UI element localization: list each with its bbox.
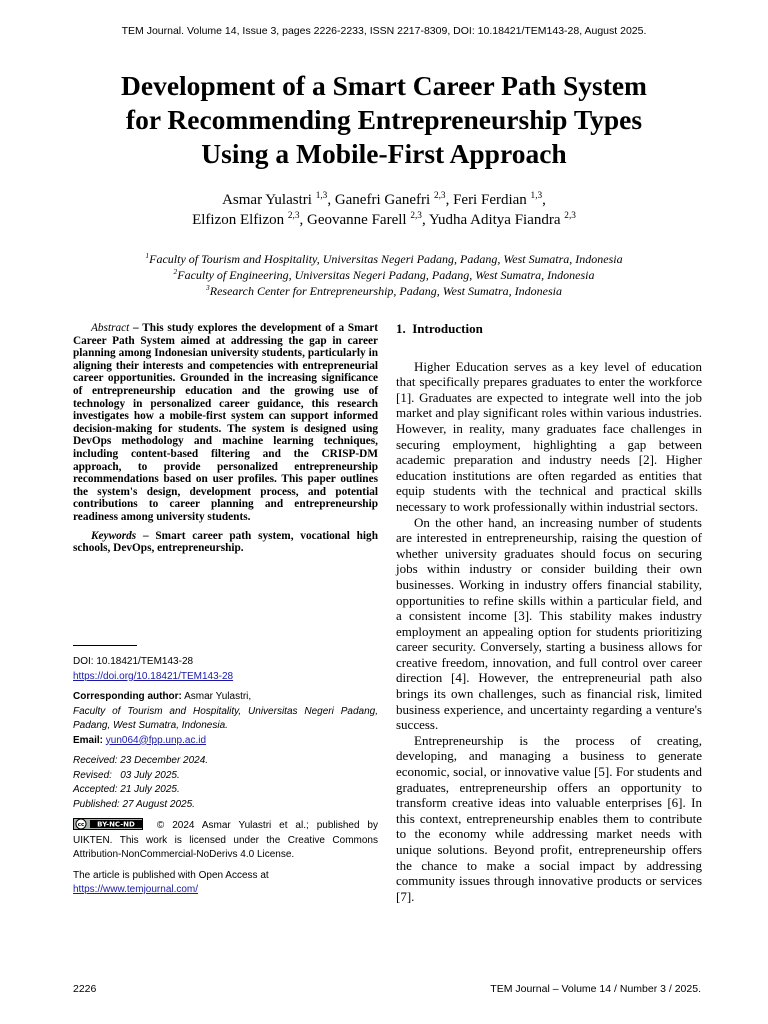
author-separator: , [421, 212, 429, 228]
abstract-label: Abstract [91, 322, 130, 334]
title-line: Development of a Smart Career Path System [121, 70, 647, 101]
affiliation-text: Research Center for Entrepreneurship, Padang, West Sumatra, Indonesia [209, 284, 562, 298]
footer-journal-info: TEM Journal – Volume 14 / Number 3 / 2025. [490, 983, 701, 995]
author-affil-ref: 2,3 [287, 211, 300, 221]
svg-text:cc: cc [77, 822, 85, 829]
open-access-text: The article is published with Open Access at [73, 869, 269, 881]
affiliation [40, 283, 728, 299]
title-line: for Recommending Entrepreneurship Types [125, 104, 643, 135]
running-head: TEM Journal. Volume 14, Issue 3, pages 2226-2233, ISSN 2217-8309, DOI: 10.18421/TEM143-28, August 2025. [121, 25, 647, 37]
corresponding-label: Corresponding author: [73, 691, 182, 702]
journal-link[interactable]: https://www.temjournal.com/ [73, 884, 199, 895]
author-affil-ref: 1,3 [530, 191, 543, 201]
license-text: © 2024 Asmar Yulastri et al.; published by UIKTEN. This work is licensed under the Creative Commons Attribution-NonCommercial-NoDerivs 4.0 License. [73, 820, 378, 860]
affiliation-number: 2 [173, 267, 178, 276]
footnote-divider [73, 645, 137, 646]
page-number: 2226 [73, 983, 97, 995]
author-separator: , [299, 212, 308, 228]
affiliation-list [40, 251, 728, 299]
author-separator: , [327, 192, 335, 208]
published-date: Published: 27 August 2025. [73, 798, 195, 810]
affiliation-number: 1 [145, 251, 150, 260]
affiliation-text: Faculty of Tourism and Hospitality, Universitas Negeri Padang, Padang, West Sumatra, Indonesia [149, 252, 623, 266]
right-column [396, 321, 702, 904]
title-line: Using a Mobile-First Approach [201, 138, 567, 169]
affiliation [40, 251, 728, 267]
author-affil-ref: 1,3 [315, 191, 328, 201]
keywords-label: Keywords [91, 529, 137, 542]
author-name: Elfizon Elfizon [192, 212, 285, 228]
email-line [73, 734, 378, 749]
section-title: Introduction [412, 321, 483, 336]
email-link[interactable]: yun064@fpp.unp.ac.id [105, 734, 207, 746]
revised-date: Revised: 03 July 2025. [73, 769, 180, 781]
affiliation-number: 3 [206, 283, 210, 292]
received-date: Received: 23 December 2024. [73, 755, 209, 766]
body-paragraph: On the other hand, an increasing number of students are interested in entrepreneurship, raising the question of whether university graduates should focus on securing jobs within industry or consider building their own businesses. Working in industry offers financial stability, opportunities to refine skills within a particular field, and a consistent income [3]. This stability makes industry employment an appealing option for students prioritizing career security. Conversely, starting a business allows for creative freedom, innovation, and full control over career direction [4]. However, the entrepreneurial path also brings its own challenges, such as financial risk, limited business experience, and uncertainty regarding a venture's success. [396, 514, 702, 733]
keywords [73, 530, 378, 555]
author-list [40, 190, 728, 230]
body-paragraph: Higher Education serves as a key level of education that specifically prepares graduates to enter the workforce [1]. Graduates are expected to integrate well into the job market and play significant roles within various industries. However, in reality, many graduates face challenges in securing employment, highlighting a gap between academic preparation and industry needs [2]. Higher education institutions are often regarded as entities that equip students with the technical and practical skills necessary to work professionally within industrial sectors. [396, 358, 702, 514]
author-line [40, 190, 728, 210]
section-number: 1. [396, 321, 406, 336]
accepted-date: Accepted: 21 July 2025. [73, 784, 180, 795]
paper-title [40, 69, 728, 171]
author-separator: , [542, 192, 546, 208]
author-affil-ref: 2,3 [433, 191, 446, 201]
corresponding-author [73, 690, 378, 705]
doi-link[interactable]: https://doi.org/10.18421/TEM143-28 [73, 670, 234, 682]
affiliation-text: Faculty of Engineering, Universitas Negeri Padang, Padang, West Sumatra, Indonesia [177, 268, 595, 282]
body-paragraph: Entrepreneurship is the process of creating, developing, and managing a business to generate economic, social, or innovative value [5]. For students and graduates, entrepreneurship offers an opportunity to transform creative ideas into valuable enterprises [6]. In this context, entrepreneurship enables them to contribute to the economy while addressing market needs with unique solutions. Beyond profit, entrepreneurship offers the chance to make a social impact by addressing community issues through innovative products or services [7]. [396, 732, 702, 904]
author-name: Feri Ferdian [453, 192, 527, 208]
corresponding-name: Asmar Yulastri, [181, 691, 252, 702]
author-line [40, 210, 728, 230]
email-label: Email: [73, 734, 104, 746]
section-heading [396, 321, 702, 337]
author-affil-ref: 2,3 [410, 211, 422, 221]
affiliation [40, 267, 728, 283]
author-name: Geovanne Farell [307, 212, 407, 228]
footnote-block [73, 655, 378, 898]
author-name: Yudha Aditya Fiandra [428, 212, 561, 228]
author-name: Asmar Yulastri [222, 192, 312, 208]
doi-text: DOI: 10.18421/TEM143-28 [73, 656, 194, 667]
abstract [73, 322, 378, 524]
author-affil-ref: 2,3 [564, 211, 576, 221]
cc-license-badge-icon [73, 818, 143, 830]
keywords-text: – Smart career path system, vocational high schools, DevOps, entrepreneurship. [73, 529, 378, 555]
author-separator: , [445, 192, 454, 208]
license-statement [73, 818, 378, 863]
author-name: Ganefri Ganefri [334, 192, 431, 208]
abstract-text: – This study explores the development of a Smart Career Path System aimed at addressing the gap in career planning among Indonesian university students, particularly in aligning their interests and competencies with entrepreneurial career opportunities. Grounded in the increasing significance of entrepreneurship education and the growing use of technology in personalized career guidance, this research investigates how a mobile-first system can support informed decision-making for students. The system is designed using DevOps methodology and machine learning techniques, including content-based filtering and the CRISP-DM approach, to provide personalized entrepreneurship recommendations based on user profiles. This paper outlines the system's design, development process, and potential contributions to career planning and entrepreneurship readiness among university students. [73, 322, 378, 523]
license-badge-label: BY-NC-ND [97, 820, 135, 829]
corresponding-affiliation: Faculty of Tourism and Hospitality, Universitas Negeri Padang, Padang, West Sumatra, Indonesia. [73, 705, 378, 731]
left-column [73, 322, 378, 555]
